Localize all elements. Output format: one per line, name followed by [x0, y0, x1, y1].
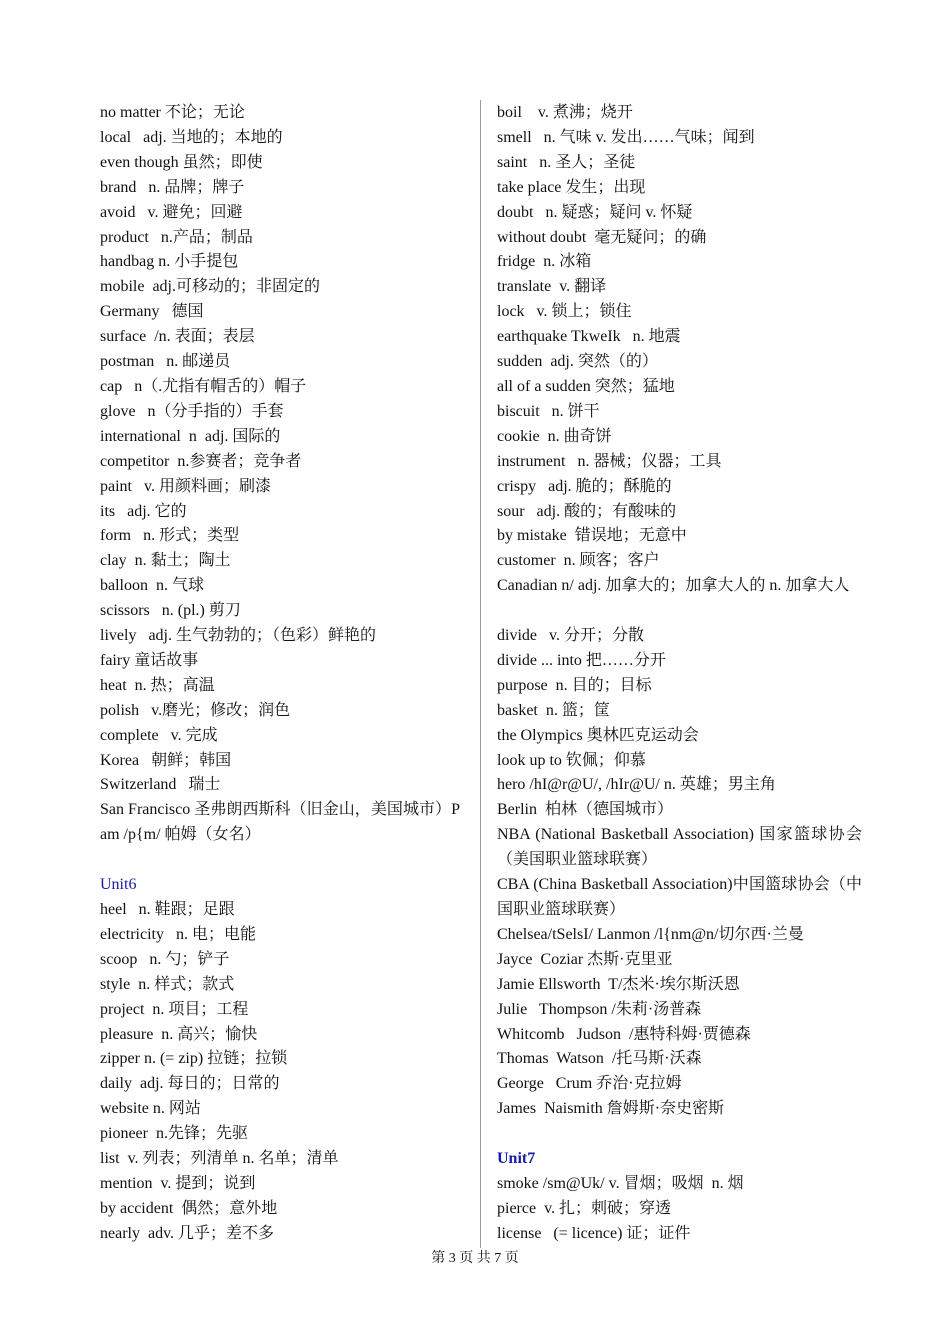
vocab-entry: even though 虽然；即使 — [100, 153, 263, 171]
vocab-entry: nearly adv. 几乎；差不多 — [100, 1224, 275, 1242]
vocab-entry: Canadian n/ adj. 加拿大的；加拿大人的 n. 加拿大人 — [497, 577, 850, 595]
vocab-entry: Korea 朝鲜；韩国 — [100, 751, 232, 769]
vocab-entry: Germany 德国 — [100, 303, 204, 321]
vocab-entry: divide v. 分开；分散 — [497, 627, 644, 645]
column-divider — [480, 100, 481, 1248]
right-column — [497, 101, 862, 1247]
vocab-entry: scissors n. (pl.) 剪刀 — [100, 602, 241, 620]
vocab-entry: smell n. 气味 v. 发出……气味；闻到 — [497, 128, 755, 146]
vocab-entry: basket n. 篮；筐 — [497, 701, 610, 719]
vocab-entry: George Crum 乔治·克拉姆 — [497, 1075, 682, 1093]
vocab-entry: its adj. 它的 — [100, 502, 187, 520]
vocab-entry: form n. 形式；类型 — [100, 527, 240, 545]
vocab-entry: paint v. 用颜料画；刷漆 — [100, 477, 271, 495]
vocab-entry: the Olympics 奥林匹克运动会 — [497, 726, 699, 744]
vocab-entry: scoop n. 勺；铲子 — [100, 950, 230, 968]
blank-line — [497, 1122, 862, 1147]
vocab-entry: purpose n. 目的；目标 — [497, 676, 652, 694]
vocab-entry: heat n. 热；高温 — [100, 676, 215, 694]
vocab-entry: customer n. 顾客；客户 — [497, 552, 660, 570]
vocab-entry: mobile adj.可移动的；非固定的 — [100, 278, 320, 296]
vocab-entry: style n. 样式；款式 — [100, 975, 235, 993]
vocab-entry: balloon n. 气球 — [100, 577, 204, 595]
vocab-entry: Julie Thompson /朱莉·汤普森 — [497, 1000, 702, 1018]
vocab-entry: Berlin 柏林（德国城市） — [497, 801, 673, 819]
vocab-entry: no matter 不论；无论 — [100, 104, 245, 121]
vocab-entry: clay n. 黏土；陶土 — [100, 552, 231, 570]
vocab-entry: lively adj. 生气勃勃的；（色彩）鲜艳的 — [100, 627, 376, 645]
vocab-entry: pioneer n.先锋；先驱 — [100, 1125, 248, 1143]
vocab-entry: postman n. 邮递员 — [100, 353, 231, 371]
vocab-entry: Switzerland 瑞士 — [100, 776, 221, 794]
vocab-entry: Chelsea/tSelsI/ Lanmon /l{nm@n/切尔西·兰曼 — [497, 925, 804, 943]
vocab-entry: CBA (China Basketball Association)中国篮球协会（中国职业篮球联赛） — [497, 876, 862, 918]
vocab-entry: polish v.磨光；修改；润色 — [100, 701, 291, 719]
vocab-entry: take place 发生；出现 — [497, 178, 646, 196]
vocab-entry: Thomas Watson /托马斯·沃森 — [497, 1050, 702, 1068]
vocab-entry: zipper n. (= zip) 拉链；拉锁 — [100, 1050, 288, 1068]
vocab-entry: cookie n. 曲奇饼 — [497, 427, 612, 445]
vocab-entry: without doubt 毫无疑问；的确 — [497, 228, 707, 246]
vocab-entry: handbag n. 小手提包 — [100, 253, 239, 271]
vocab-entry: brand n. 品牌；牌子 — [100, 178, 245, 196]
vocab-entry: cap n（.尤指有帽舌的）帽子 — [100, 377, 307, 395]
vocab-entry: product n.产品；制品 — [100, 228, 253, 246]
vocab-entry: fridge n. 冰箱 — [497, 253, 592, 271]
vocab-entry: NBA (National Basketball Association) 国家篮球协会（美国职业篮球联赛） — [497, 826, 862, 869]
vocab-entry: pierce v. 扎；刺破；穿透 — [497, 1199, 672, 1217]
vocab-entry: Whitcomb Judson /惠特科姆·贾德森 — [497, 1025, 751, 1043]
vocab-entry: complete v. 完成 — [100, 726, 218, 744]
vocab-entry: translate v. 翻译 — [497, 278, 607, 296]
vocab-entry: earthquake TkweIk n. 地震 — [497, 328, 681, 346]
vocab-entry: international n adj. 国际的 — [100, 427, 281, 445]
vocab-entry: divide ... into 把……分开 — [497, 651, 666, 669]
blank-line — [497, 599, 862, 624]
vocab-entry: lock v. 锁上；锁住 — [497, 303, 632, 321]
vocab-entry: avoid v. 避免；回避 — [100, 203, 243, 221]
vocab-entry: San Francisco 圣弗朗西斯科（旧金山，美国城市）Pam /p{m/ 帕姆（女名） — [100, 801, 460, 844]
vocab-entry: Jayce Coziar 杰斯·克里亚 — [497, 950, 673, 968]
vocab-entry: list v. 列表；列清单 n. 名单；清单 — [100, 1150, 339, 1168]
vocab-entry: by accident 偶然；意外地 — [100, 1199, 278, 1217]
vocab-entry: boil v. 煮沸；烧开 — [497, 104, 633, 121]
vocab-entry: fairy 童话故事 — [100, 651, 199, 669]
vocab-entry: pleasure n. 高兴；愉快 — [100, 1025, 258, 1043]
vocab-entry: doubt n. 疑惑；疑问 v. 怀疑 — [497, 203, 693, 221]
vocab-entry: saint n. 圣人；圣徒 — [497, 153, 636, 171]
vocab-entry: project n. 项目；工程 — [100, 1000, 249, 1018]
vocab-entry: James Naismith 詹姆斯·奈史密斯 — [497, 1100, 725, 1118]
vocab-entry: daily adj. 每日的；日常的 — [100, 1075, 280, 1093]
vocab-entry: Jamie Ellsworth T/杰米·埃尔斯沃恩 — [497, 975, 740, 993]
vocab-entry: sour adj. 酸的；有酸味的 — [497, 502, 677, 520]
unit-heading: Unit6 — [100, 876, 137, 894]
vocab-entry: glove n（分手指的）手套 — [100, 402, 284, 420]
vocab-entry: look up to 钦佩；仰慕 — [497, 751, 646, 769]
vocab-entry: electricity n. 电；电能 — [100, 925, 256, 943]
vocab-entry: local adj. 当地的；本地的 — [100, 128, 283, 146]
page-footer: 第 3 页 共 7 页 — [431, 1251, 519, 1266]
unit-heading: Unit7 — [497, 1150, 536, 1168]
vocab-entry: instrument n. 器械；仪器；工具 — [497, 452, 722, 470]
vocab-entry: heel n. 鞋跟；足跟 — [100, 900, 235, 918]
vocab-entry: sudden adj. 突然（的） — [497, 353, 658, 371]
vocab-entry: license (= licence) 证；证件 — [497, 1224, 691, 1242]
blank-line — [100, 848, 460, 873]
vocab-entry: crispy adj. 脆的；酥脆的 — [497, 477, 672, 495]
vocab-entry: by mistake 错误地；无意中 — [497, 527, 687, 545]
vocab-entry: biscuit n. 饼干 — [497, 402, 600, 420]
vocab-entry: surface /n. 表面；表层 — [100, 328, 255, 346]
vocab-entry: competitor n.参赛者；竞争者 — [100, 452, 302, 470]
vocab-entry: smoke /sm@Uk/ v. 冒烟；吸烟 n. 烟 — [497, 1174, 744, 1192]
left-column — [100, 101, 460, 1247]
vocab-entry: mention v. 提到；说到 — [100, 1174, 256, 1192]
vocab-entry: all of a sudden 突然；猛地 — [497, 377, 675, 395]
vocab-entry: website n. 网站 — [100, 1100, 201, 1118]
vocab-entry: hero /hI@r@U/, /hIr@U/ n. 英雄；男主角 — [497, 776, 776, 794]
